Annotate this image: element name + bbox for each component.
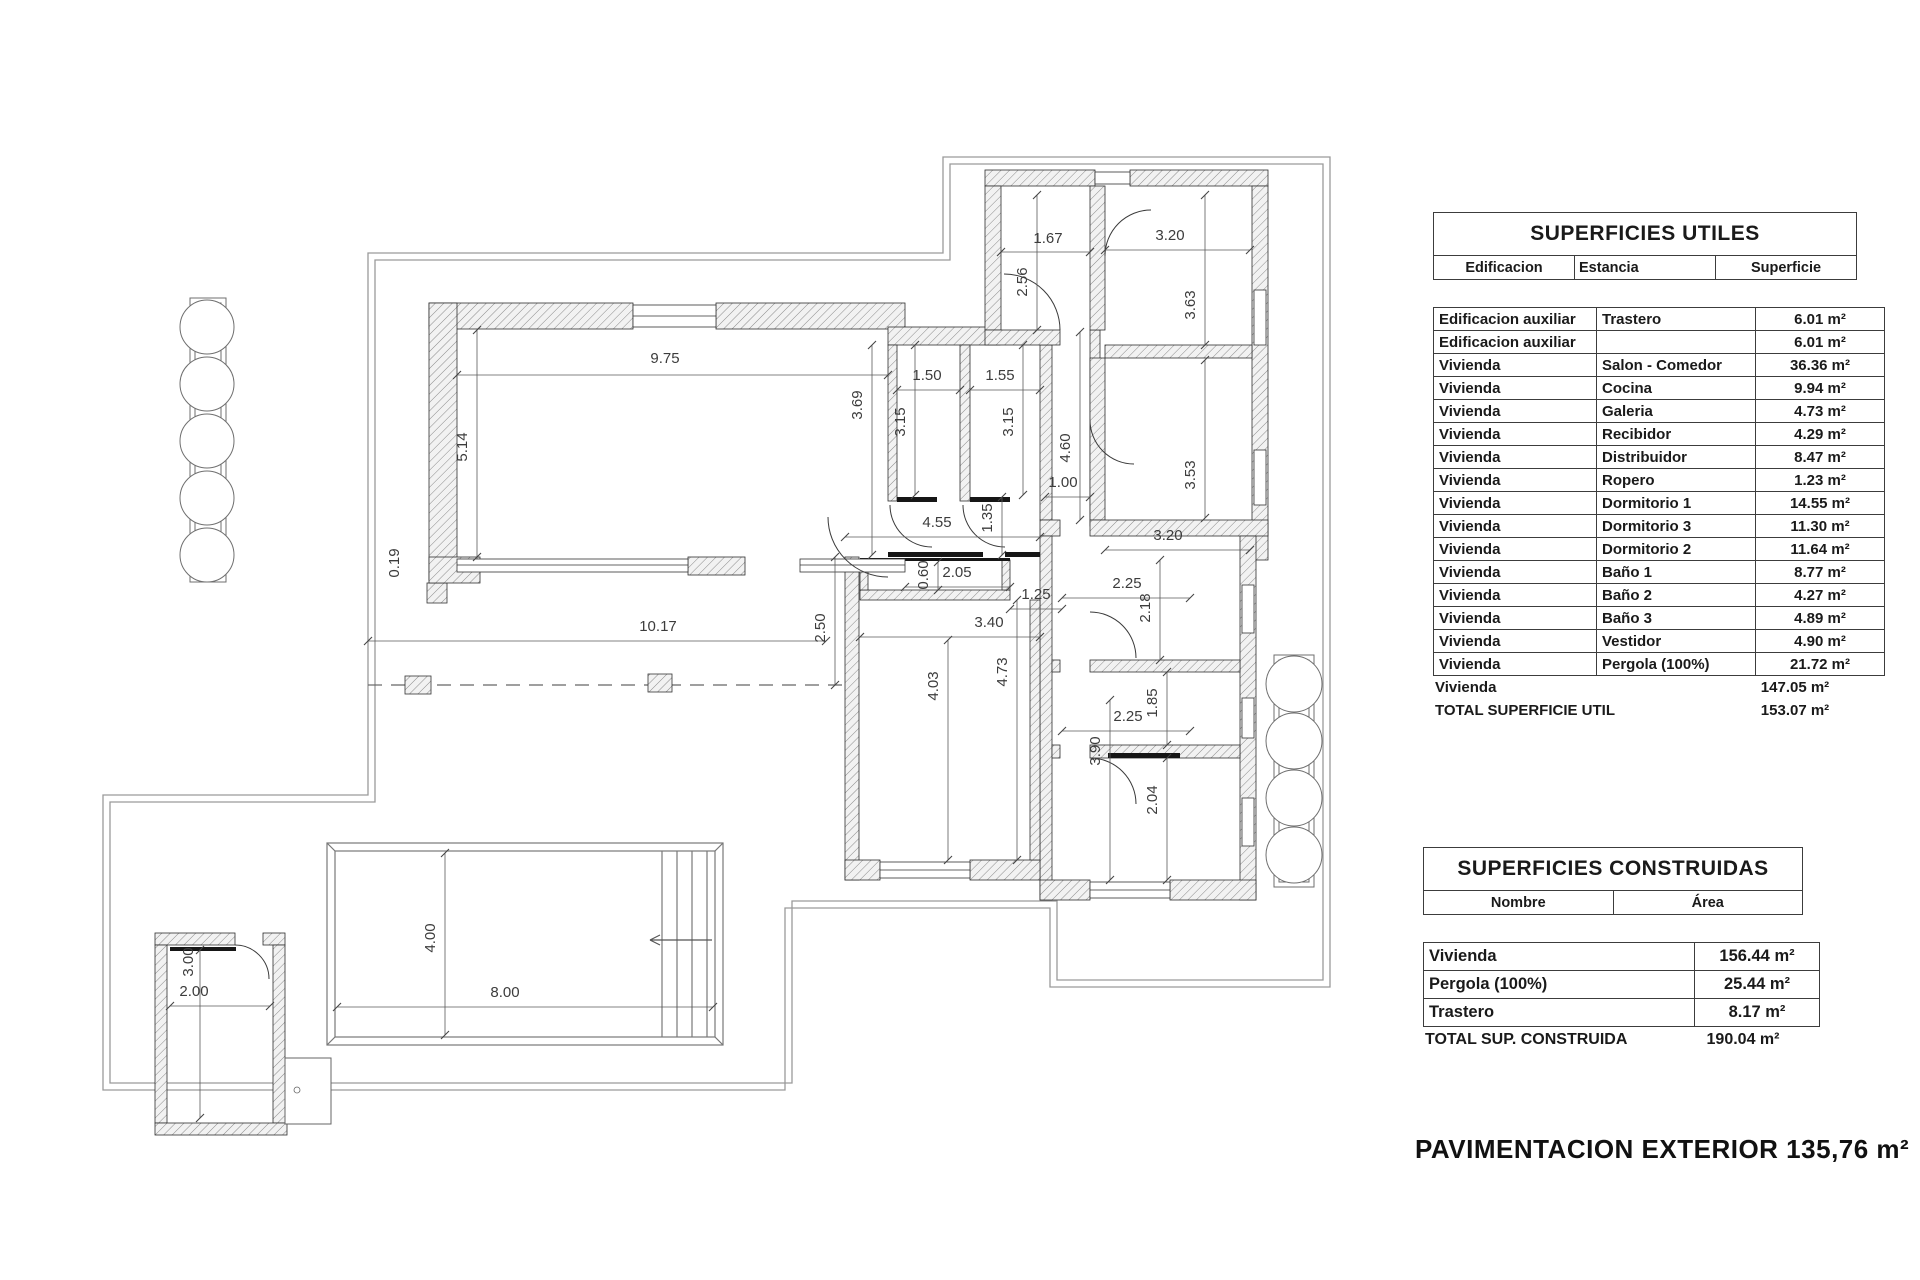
table-row xyxy=(1434,446,1885,469)
dimension-label: 2.04 xyxy=(1144,785,1161,815)
total-value: 147.05 m² xyxy=(1760,679,1830,696)
cell-estancia: Cocina xyxy=(1597,377,1756,400)
dimension-label: 3.63 xyxy=(1182,290,1199,320)
dimension-label: 3.15 xyxy=(892,407,909,437)
table-row xyxy=(1434,354,1885,377)
porch-pillar xyxy=(427,583,447,603)
dimension-label: 3.53 xyxy=(1182,460,1199,490)
dimension-label: 2.25 xyxy=(1112,575,1142,592)
door-arc xyxy=(1090,612,1136,658)
dimension-label: 1.55 xyxy=(985,367,1015,384)
cell-edificacion: Vivienda xyxy=(1434,538,1597,561)
shrub-icon xyxy=(180,414,234,468)
cell-edificacion: Vivienda xyxy=(1434,630,1597,653)
cell-edificacion: Vivienda xyxy=(1434,377,1597,400)
cell-superficie: 6.01 m² xyxy=(1756,331,1885,354)
cell-superficie: 36.36 m² xyxy=(1756,354,1885,377)
cell-edificacion: Vivienda xyxy=(1434,400,1597,423)
cell-area: 156.44 m² xyxy=(1695,943,1820,971)
shrub-icon xyxy=(1266,713,1322,769)
dimension-label: 3.20 xyxy=(1155,227,1185,244)
cell-edificacion: Vivienda xyxy=(1434,653,1597,676)
dimension-label: 1.25 xyxy=(1021,586,1051,603)
dimension-label: 1.85 xyxy=(1144,688,1161,718)
total-label: TOTAL SUPERFICIE UTIL xyxy=(1435,702,1616,719)
cell-estancia: Baño 3 xyxy=(1597,607,1756,630)
cell-superficie: 4.89 m² xyxy=(1756,607,1885,630)
shrub-icon xyxy=(180,471,234,525)
cell-superficie: 8.77 m² xyxy=(1756,561,1885,584)
cell-edificacion: Vivienda xyxy=(1434,354,1597,377)
dimension-label: 9.75 xyxy=(650,350,680,367)
cell-superficie: 4.73 m² xyxy=(1756,400,1885,423)
table-row xyxy=(1434,561,1885,584)
cell-area: 8.17 m² xyxy=(1695,999,1820,1027)
shrub-icon xyxy=(180,300,234,354)
table-title: SUPERFICIES UTILES xyxy=(1434,213,1857,256)
table-row xyxy=(1434,607,1885,630)
cell-edificacion: Vivienda xyxy=(1434,469,1597,492)
cell-superficie: 1.23 m² xyxy=(1756,469,1885,492)
right-planter xyxy=(1266,655,1322,887)
dimension-label: 3.40 xyxy=(974,614,1004,631)
dimension-label: 1.67 xyxy=(1033,230,1063,247)
dimension-label: 3.90 xyxy=(1087,736,1104,766)
cell-superficie: 21.72 m² xyxy=(1756,653,1885,676)
total-label: TOTAL SUP. CONSTRUIDA xyxy=(1425,1031,1628,1048)
table-row xyxy=(1434,400,1885,423)
table-row xyxy=(1434,584,1885,607)
cell-nombre: Vivienda xyxy=(1424,943,1695,971)
total-row xyxy=(1423,1027,1803,1053)
cell-estancia: Dormitorio 1 xyxy=(1597,492,1756,515)
cell-estancia: Galeria xyxy=(1597,400,1756,423)
dimension-label: 2.00 xyxy=(179,983,209,1000)
cell-edificacion: Vivienda xyxy=(1434,584,1597,607)
table-row xyxy=(1434,331,1885,354)
cell-superficie: 4.90 m² xyxy=(1756,630,1885,653)
window xyxy=(1254,290,1266,345)
dimension-label: 2.05 xyxy=(942,564,972,581)
cell-edificacion: Vivienda xyxy=(1434,515,1597,538)
shrub-icon xyxy=(1266,770,1322,826)
dimension-label: 5.14 xyxy=(454,432,471,462)
dimension-label: 4.03 xyxy=(925,671,942,701)
table-row xyxy=(1434,515,1885,538)
dimension-label: 2.56 xyxy=(1014,267,1031,297)
house-walls xyxy=(429,170,1268,900)
cell-edificacion: Vivienda xyxy=(1434,607,1597,630)
column-header-area: Área xyxy=(1613,891,1803,915)
dimension-label: 8.00 xyxy=(490,984,520,1001)
cell-area: 25.44 m² xyxy=(1695,971,1820,999)
table-row xyxy=(1424,943,1820,971)
table-row xyxy=(1424,971,1820,999)
cell-estancia: Recibidor xyxy=(1597,423,1756,446)
cell-estancia: Dormitorio 2 xyxy=(1597,538,1756,561)
window xyxy=(1254,450,1266,505)
dimension-label: 4.55 xyxy=(922,514,952,531)
shrub-icon xyxy=(1266,656,1322,712)
pool-stairs xyxy=(662,851,707,1037)
dimension-label: 2.18 xyxy=(1137,593,1154,623)
cell-superficie: 4.29 m² xyxy=(1756,423,1885,446)
column-header-nombre: Nombre xyxy=(1424,891,1614,915)
pergola-outline xyxy=(368,583,845,694)
table-row xyxy=(1434,469,1885,492)
table-row xyxy=(1434,308,1885,331)
dimension-label: 0.60 xyxy=(915,560,932,590)
dimension-label: 3.69 xyxy=(849,390,866,420)
table-row xyxy=(1434,423,1885,446)
dimension-label: 2.50 xyxy=(812,613,829,643)
cell-estancia xyxy=(1597,331,1756,354)
cell-estancia: Trastero xyxy=(1597,308,1756,331)
column-header-edificacion: Edificacion xyxy=(1434,256,1575,280)
cell-superficie: 6.01 m² xyxy=(1756,308,1885,331)
cell-nombre: Pergola (100%) xyxy=(1424,971,1695,999)
total-value: 153.07 m² xyxy=(1760,702,1830,719)
dimension-label: 4.00 xyxy=(422,923,439,953)
dimension-label: 1.00 xyxy=(1048,474,1078,491)
dimension-label: 3.15 xyxy=(1000,407,1017,437)
pergola-pillar xyxy=(648,674,672,692)
pavimentacion-note: PAVIMENTACION EXTERIOR 135,76 m² xyxy=(1415,1134,1910,1164)
dimension-label: 0.19 xyxy=(386,548,403,578)
cell-edificacion: Vivienda xyxy=(1434,492,1597,515)
dimension-label: 4.73 xyxy=(994,657,1011,687)
window xyxy=(1242,698,1254,738)
window xyxy=(1242,585,1254,633)
dimension-label: 2.25 xyxy=(1113,708,1143,725)
window xyxy=(1095,172,1130,184)
table-row xyxy=(1434,492,1885,515)
cell-superficie: 4.27 m² xyxy=(1756,584,1885,607)
total-row xyxy=(1433,699,1857,722)
cell-superficie: 11.30 m² xyxy=(1756,515,1885,538)
table-row xyxy=(1434,538,1885,561)
cell-estancia: Vestidor xyxy=(1597,630,1756,653)
cell-edificacion: Edificacion auxiliar xyxy=(1434,308,1597,331)
cell-estancia: Distribuidor xyxy=(1597,446,1756,469)
left-planter xyxy=(180,298,234,582)
total-value: 190.04 m² xyxy=(1706,1031,1780,1048)
door-arc xyxy=(1105,210,1151,256)
window-band xyxy=(457,559,688,572)
cell-nombre: Trastero xyxy=(1424,999,1695,1027)
door-arc xyxy=(1004,274,1060,330)
cell-estancia: Dormitorio 3 xyxy=(1597,515,1756,538)
cell-estancia: Baño 1 xyxy=(1597,561,1756,584)
dimension-label: 10.17 xyxy=(639,618,677,635)
cell-estancia: Pergola (100%) xyxy=(1597,653,1756,676)
cell-estancia: Baño 2 xyxy=(1597,584,1756,607)
cell-superficie: 14.55 m² xyxy=(1756,492,1885,515)
dimension-label: 1.35 xyxy=(979,503,996,533)
cell-superficie: 8.47 m² xyxy=(1756,446,1885,469)
column-header-estancia: Estancia xyxy=(1575,256,1716,280)
cell-edificacion: Vivienda xyxy=(1434,446,1597,469)
equipment-box xyxy=(285,1058,331,1124)
shrub-icon xyxy=(1266,827,1322,883)
superficies-construidas-table xyxy=(1423,847,1803,1053)
shrub-icon xyxy=(180,528,234,582)
cell-superficie: 9.94 m² xyxy=(1756,377,1885,400)
dimension-label: 4.60 xyxy=(1057,433,1074,463)
superficies-utiles-table xyxy=(1433,212,1857,722)
column-header-superficie: Superficie xyxy=(1716,256,1857,280)
dimension-label: 1.50 xyxy=(912,367,942,384)
table-row xyxy=(1424,999,1820,1027)
cell-superficie: 11.64 m² xyxy=(1756,538,1885,561)
pergola-pillar xyxy=(405,676,431,694)
dimension-label: 3.20 xyxy=(1153,527,1183,544)
shrub-icon xyxy=(180,357,234,411)
table-title: SUPERFICIES CONSTRUIDAS xyxy=(1424,848,1803,891)
cell-edificacion: Vivienda xyxy=(1434,423,1597,446)
cell-estancia: Ropero xyxy=(1597,469,1756,492)
cell-edificacion: Vivienda xyxy=(1434,561,1597,584)
window xyxy=(1242,798,1254,846)
cell-estancia: Salon - Comedor xyxy=(1597,354,1756,377)
table-row xyxy=(1434,630,1885,653)
cell-edificacion: Edificacion auxiliar xyxy=(1434,331,1597,354)
total-label: Vivienda xyxy=(1435,679,1497,696)
door-arc xyxy=(235,945,269,979)
total-row xyxy=(1433,676,1857,699)
table-row xyxy=(1434,653,1885,676)
dimension-label: 3.00 xyxy=(180,947,197,977)
table-row xyxy=(1434,377,1885,400)
pool xyxy=(327,843,723,1045)
